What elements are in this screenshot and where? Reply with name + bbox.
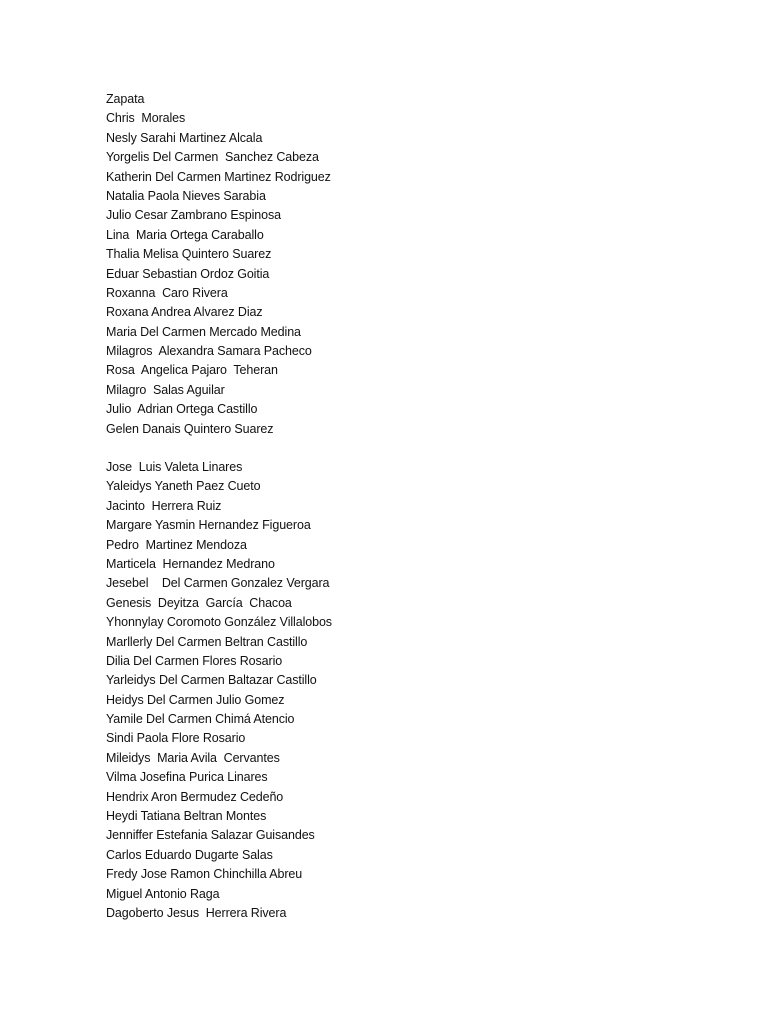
name-entry: Chris Morales: [106, 111, 186, 126]
name-entry: Sindi Paola Flore Rosario: [106, 731, 246, 746]
name-entry: Lina Maria Ortega Caraballo: [106, 227, 264, 242]
name-entry: Genesis Deyitza García Chacoa: [106, 595, 292, 610]
name-entry: Yhonnylay Coromoto González Villalobos: [106, 615, 332, 630]
name-entry: Carlos Eduardo Dugarte Salas: [106, 847, 273, 862]
name-entry: Julio Cesar Zambrano Espinosa: [106, 208, 281, 223]
name-entry: Yorgelis Del Carmen Sanchez Cabeza: [106, 150, 319, 165]
name-entry: Gelen Danais Quintero Suarez: [106, 421, 274, 436]
name-entry: Heydi Tatiana Beltran Montes: [106, 809, 267, 824]
name-list-group-b: [106, 458, 332, 923]
name-entry: Natalia Paola Nieves Sarabia: [106, 188, 266, 203]
name-entry: Milagro Salas Aguilar: [106, 382, 225, 397]
name-entry: Fredy Jose Ramon Chinchilla Abreu: [106, 867, 303, 882]
name-entry: Roxanna Caro Rivera: [106, 285, 228, 300]
name-entry: Maria Del Carmen Mercado Medina: [106, 324, 301, 339]
name-entry: Dilia Del Carmen Flores Rosario: [106, 653, 283, 668]
name-entry: Rosa Angelica Pajaro Teheran: [106, 363, 278, 378]
name-entry: Milagros Alexandra Samara Pacheco: [106, 344, 312, 359]
name-entry: Zapata: [106, 92, 145, 106]
name-entry: Julio Adrian Ortega Castillo: [106, 402, 258, 417]
name-entry: Pedro Martinez Mendoza: [106, 537, 247, 552]
name-entry: Jose Luis Valeta Linares: [106, 460, 243, 474]
name-entry: Eduar Sebastian Ordoz Goitia: [106, 266, 270, 281]
name-entry: Jacinto Herrera Ruiz: [106, 498, 222, 513]
name-entry: Jesebel Del Carmen Gonzalez Vergara: [106, 576, 330, 591]
name-entry: Nesly Sarahi Martinez Alcala: [106, 130, 263, 145]
name-entry: Katherin Del Carmen Martinez Rodriguez: [106, 169, 331, 184]
name-entry: Dagoberto Jesus Herrera Rivera: [106, 905, 287, 920]
name-entry: Margare Yasmin Hernandez Figueroa: [106, 518, 311, 533]
name-entry: Marllerly Del Carmen Beltran Castillo: [106, 634, 308, 649]
name-entry: Jenniffer Estefania Salazar Guisandes: [106, 828, 315, 843]
name-entry: Yarleidys Del Carmen Baltazar Castillo: [106, 673, 317, 688]
name-entry: Marticela Hernandez Medrano: [106, 556, 275, 571]
name-entry: Mileidys Maria Avila Cervantes: [106, 750, 280, 765]
name-entry: Yaleidys Yaneth Paez Cueto: [106, 479, 261, 494]
name-entry: Hendrix Aron Bermudez Cedeño: [106, 789, 284, 804]
name-list-group-a: [106, 90, 331, 439]
name-entry: Yamile Del Carmen Chimá Atencio: [106, 712, 295, 727]
name-entry: Miguel Antonio Raga: [106, 886, 220, 901]
name-entry: Thalia Melisa Quintero Suarez: [106, 247, 272, 262]
name-entry: Heidys Del Carmen Julio Gomez: [106, 692, 285, 707]
name-entry: Roxana Andrea Alvarez Diaz: [106, 305, 263, 320]
name-entry: Vilma Josefina Purica Linares: [106, 770, 268, 785]
